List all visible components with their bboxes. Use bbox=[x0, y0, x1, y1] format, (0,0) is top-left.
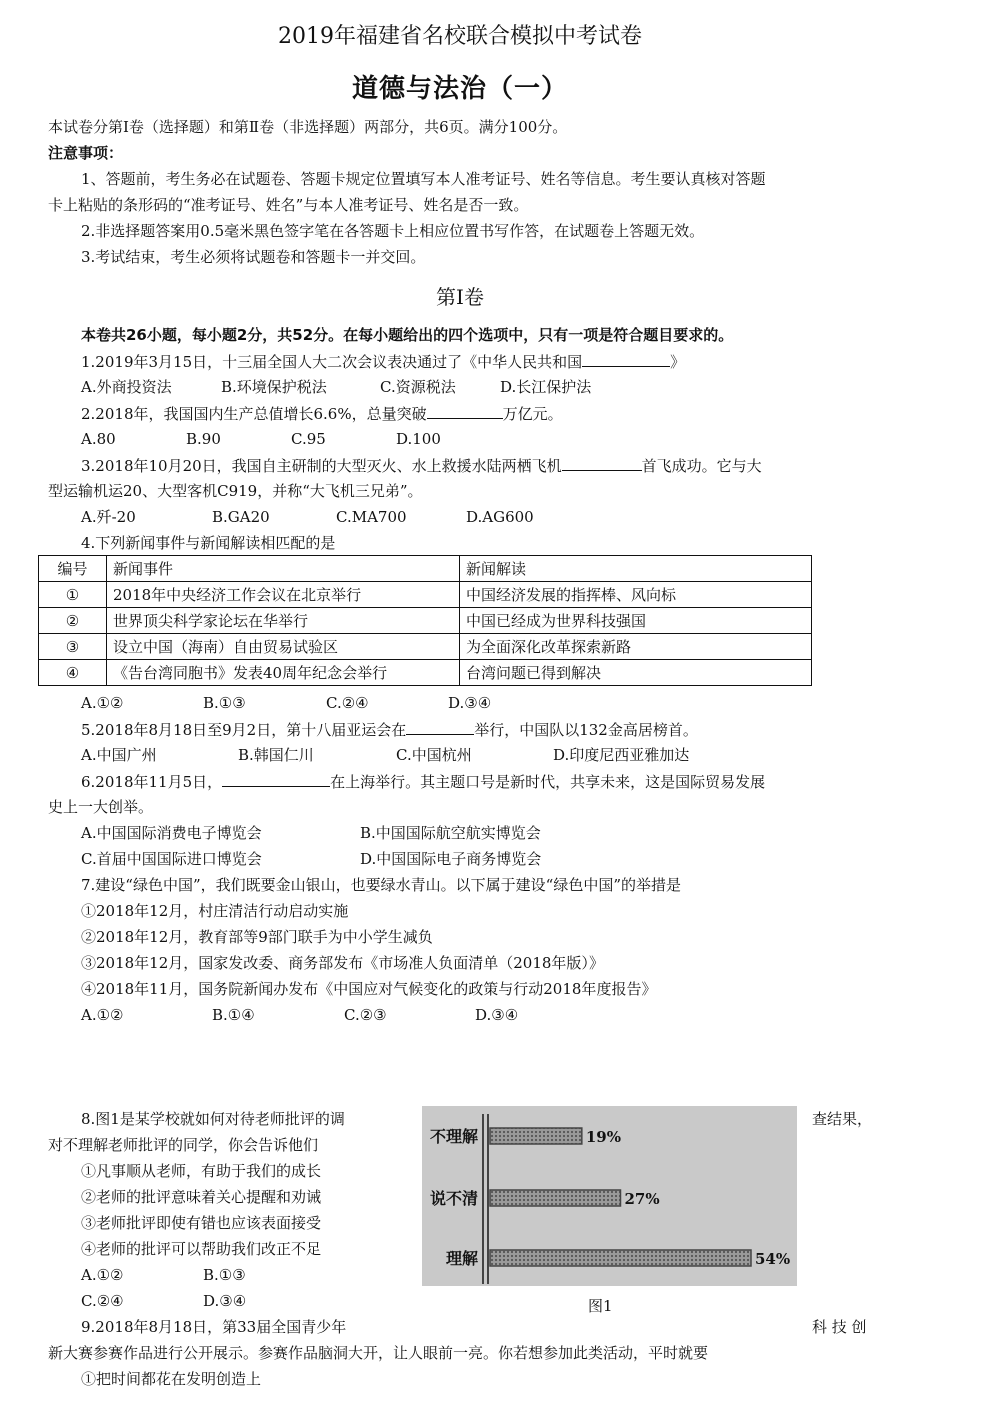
q4-option-b: B.①③ bbox=[203, 694, 246, 712]
table-header-cell: 新闻事件 bbox=[107, 556, 460, 582]
q6-blank bbox=[222, 770, 330, 787]
q3-option-a: A.歼-20 bbox=[81, 508, 136, 526]
q1-option-d: D.长江保护法 bbox=[500, 378, 592, 396]
table-cell: ② bbox=[39, 608, 107, 634]
q6-stem-a: 6.2018年11月5日， bbox=[81, 773, 223, 791]
q7-item-2: ②2018年12月，教育部等9部门联手为中小学生减负 bbox=[81, 928, 433, 946]
q6-option-b: B.中国国际航空航实博览会 bbox=[360, 824, 541, 842]
q3-stem-b: 首飞成功。它与大 bbox=[641, 457, 762, 475]
table-cell: ④ bbox=[39, 660, 107, 686]
q9-item-1: ①把时间都花在发明创造上 bbox=[81, 1370, 262, 1388]
table-row bbox=[39, 634, 812, 660]
q5-option-c: C.中国杭州 bbox=[396, 746, 472, 764]
q9-stem-c: 新大赛参赛作品进行公开展示。参赛作品脑洞大开，让人眼前一亮。你若想参加此类活动，平时就要 bbox=[48, 1344, 709, 1362]
note-1b: 卡上粘贴的条形码的“准考证号、姓名”与本人准考证号、姓名是否一致。 bbox=[48, 196, 529, 214]
table-cell: 2018年中央经济工作会议在北京举行 bbox=[107, 582, 460, 608]
q1-stem-b: 》 bbox=[670, 353, 686, 371]
note-2: 2.非选择题答案用0.5毫米黑色签字笔在各答题卡上相应位置书写作答，在试题卷上答题无效。 bbox=[81, 222, 705, 240]
bar bbox=[490, 1128, 582, 1144]
q1-stem-a: 1.2019年3月15日，十三届全国人大二次会议表决通过了《中华人民共和国 bbox=[81, 353, 583, 371]
table-row bbox=[39, 582, 812, 608]
q3-option-c: C.MA700 bbox=[336, 508, 407, 526]
q8-option-c: C.②④ bbox=[81, 1292, 124, 1310]
q7-option-c: C.②③ bbox=[344, 1006, 387, 1024]
q7-option-d: D.③④ bbox=[475, 1006, 519, 1024]
q9-stem-b: 科 技 创 bbox=[812, 1318, 867, 1336]
q7-stem: 7.建设“绿色中国”，我们既要金山银山，也要绿水青山。以下属于建设“绿色中国”的举措是 bbox=[81, 876, 681, 894]
q7-option-a: A.①② bbox=[81, 1006, 124, 1024]
q6-option-d: D.中国国际电子商务博览会 bbox=[360, 850, 542, 868]
bars-group bbox=[430, 1127, 790, 1268]
category-label: 不理解 bbox=[429, 1127, 478, 1146]
q4-stem: 4.下列新闻事件与新闻解读相匹配的是 bbox=[81, 534, 336, 552]
q7-option-b: B.①④ bbox=[212, 1006, 255, 1024]
q5-option-d: D.印度尼西亚雅加达 bbox=[553, 746, 690, 764]
q8-option-d: D.③④ bbox=[203, 1292, 247, 1310]
table-row bbox=[39, 660, 812, 686]
q8-stem-b: 查结果， bbox=[812, 1110, 873, 1128]
q4-option-a: A.①② bbox=[81, 694, 124, 712]
table-cell: ① bbox=[39, 582, 107, 608]
q5-option-a: A.中国广州 bbox=[81, 746, 157, 764]
table-cell: 台湾问题已得到解决 bbox=[460, 660, 812, 686]
q4-option-d: D.③④ bbox=[448, 694, 492, 712]
table-row bbox=[39, 608, 812, 634]
q2-option-a: A.80 bbox=[81, 430, 116, 448]
subject-title: 道德与法治（一） bbox=[351, 74, 568, 104]
q8-item-2: ②老师的批评意味着关心提醒和劝诫 bbox=[81, 1188, 322, 1206]
table-cell: 世界顶尖科学家论坛在华举行 bbox=[107, 608, 460, 634]
q7-item-4: ④2018年11月，国务院新闻办发布《中国应对气候变化的政策与行动2018年度报告》 bbox=[81, 980, 657, 998]
table-cell: 《告台湾同胞书》发表40周年纪念会举行 bbox=[107, 660, 460, 686]
q8-item-3: ③老师批评即使有错也应该表面接受 bbox=[81, 1214, 322, 1232]
table-cell: ③ bbox=[39, 634, 107, 660]
value-label: 19% bbox=[585, 1128, 621, 1146]
q8-item-4: ④老师的批评可以帮助我们改正不足 bbox=[81, 1240, 322, 1258]
figure-caption: 图1 bbox=[588, 1297, 613, 1315]
note-1a: 1、答题前，考生务必在试题卷、答题卡规定位置填写本人准考证号、姓名等信息。考生要认真核对答题 bbox=[81, 170, 766, 188]
table-cell: 中国经济发展的指挥棒、风向标 bbox=[460, 582, 812, 608]
q8-stem-c: 对不理解老师批评的同学，你会告诉他们 bbox=[48, 1136, 319, 1154]
category-label: 理解 bbox=[445, 1249, 478, 1268]
table-header-cell: 编号 bbox=[39, 556, 107, 582]
q6-stem-b: 在上海举行。其主题口号是新时代，共享未来，这是国际贸易发展 bbox=[330, 773, 766, 791]
q6-stem bbox=[81, 770, 765, 793]
q2-stem bbox=[81, 402, 563, 425]
q6-option-c: C.首届中国国际进口博览会 bbox=[81, 850, 262, 868]
q2-option-d: D.100 bbox=[396, 430, 441, 448]
exam-title: 2019年福建省名校联合模拟中考试卷 bbox=[278, 24, 642, 49]
q1-option-b: B.环境保护税法 bbox=[221, 378, 327, 396]
survey-bar-chart bbox=[422, 1106, 797, 1286]
q2-stem-b: 万亿元。 bbox=[502, 405, 563, 423]
table-header-cell: 新闻解读 bbox=[460, 556, 812, 582]
q2-stem-a: 2.2018年，我国国内生产总值增长6.6%，总量突破 bbox=[81, 405, 427, 423]
table-cell: 中国已经成为世界科技强国 bbox=[460, 608, 812, 634]
table-cell: 设立中国（海南）自由贸易试验区 bbox=[107, 634, 460, 660]
q7-item-1: ①2018年12月，村庄清洁行动启动实施 bbox=[81, 902, 349, 920]
q5-stem bbox=[81, 718, 698, 741]
q4-option-c: C.②④ bbox=[326, 694, 369, 712]
q3-blank bbox=[562, 454, 642, 471]
table-cell: 为全面深化改革探索新路 bbox=[460, 634, 812, 660]
value-label: 54% bbox=[755, 1250, 791, 1268]
q8-option-a: A.①② bbox=[81, 1266, 124, 1284]
value-label: 27% bbox=[624, 1190, 660, 1208]
q5-stem-b: 举行，中国队以132金高居榜首。 bbox=[474, 721, 698, 739]
q5-blank bbox=[406, 718, 474, 735]
q8-item-1: ①凡事顺从老师，有助于我们的成长 bbox=[81, 1162, 322, 1180]
q9-stem-a: 9.2018年8月18日，第33届全国青少年 bbox=[81, 1318, 347, 1336]
q6-option-a: A.中国国际消费电子博览会 bbox=[81, 824, 262, 842]
section-title: 第Ⅰ卷 bbox=[436, 285, 484, 309]
news-table bbox=[38, 555, 812, 686]
note-3: 3.考试结束，考生必须将试题卷和答题卡一并交回。 bbox=[81, 248, 426, 266]
notes-heading: 注意事项： bbox=[48, 144, 124, 162]
q1-option-c: C.资源税法 bbox=[380, 378, 456, 396]
q8-option-b: B.①③ bbox=[203, 1266, 246, 1284]
intro-line: 本试卷分第Ⅰ卷（选择题）和第Ⅱ卷（非选择题）两部分，共6页。满分100分。 bbox=[48, 118, 568, 136]
chart-svg bbox=[422, 1106, 797, 1286]
bar bbox=[490, 1250, 751, 1266]
q2-option-c: C.95 bbox=[291, 430, 326, 448]
q5-option-b: B.韩国仁川 bbox=[238, 746, 314, 764]
q3-option-b: B.GA20 bbox=[212, 508, 270, 526]
q3-stem bbox=[81, 454, 762, 477]
q6-stem-c: 史上一大创举。 bbox=[48, 798, 154, 816]
bar bbox=[490, 1190, 621, 1206]
q2-blank bbox=[427, 402, 503, 419]
section-instruction: 本卷共26小题，每小题2分，共52分。在每小题给出的四个选项中，只有一项是符合题目要求的。 bbox=[81, 326, 734, 344]
q7-item-3: ③2018年12月，国家发改委、商务部发布《市场准人负面清单（2018年版）》 bbox=[81, 954, 604, 972]
q1-stem bbox=[81, 350, 685, 373]
q8-stem-a: 8.图1是某学校就如何对待老师批评的调 bbox=[81, 1110, 345, 1128]
category-label: 说不清 bbox=[429, 1189, 478, 1208]
q3-stem-c: 型运输机运20、大型客机C919，并称“大飞机三兄弟”。 bbox=[48, 482, 423, 500]
table-header-row bbox=[39, 556, 812, 582]
q1-option-a: A.外商投资法 bbox=[81, 378, 172, 396]
q3-option-d: D.AG600 bbox=[466, 508, 534, 526]
q2-option-b: B.90 bbox=[186, 430, 221, 448]
q5-stem-a: 5.2018年8月18日至9月2日，第十八届亚运会在 bbox=[81, 721, 407, 739]
q3-stem-a: 3.2018年10月20日，我国自主研制的大型灭火、水上救援水陆两栖飞机 bbox=[81, 457, 562, 475]
q1-blank bbox=[582, 350, 670, 367]
